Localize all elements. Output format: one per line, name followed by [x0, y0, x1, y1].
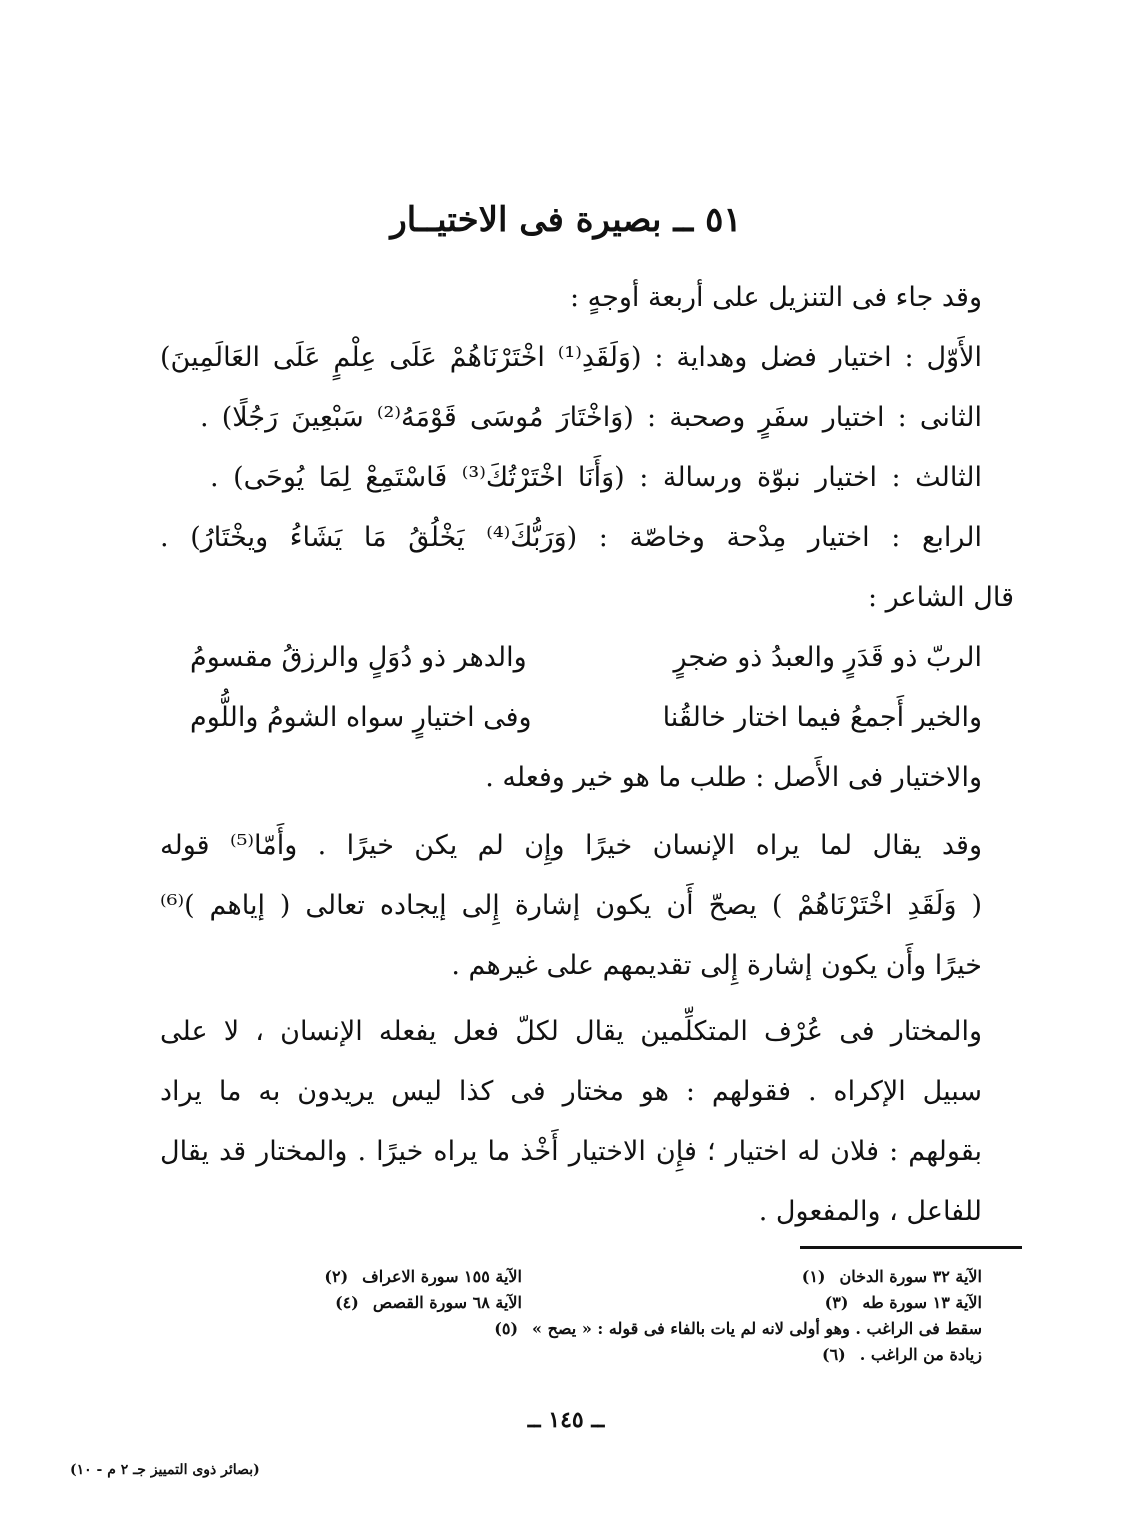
footnote-number: (٢) — [324, 1267, 349, 1286]
intro-line: وقد جاء فى التنزيل على أربعة أوجهٍ : — [569, 282, 982, 313]
paragraph1-line2: ( وَلَقَدِ اخْتَرْنَاهُمْ ) يصحّ أَن يكون إشارة إِلى إيجاده تعالى ( إياهم )⁽⁶⁾ — [160, 890, 982, 921]
meaning-fourth: الرابع : اختيار مِدْحة وخاصّة : (وَرَبُّكَ⁽⁴⁾ يَخْلُقُ مَا يَشَاءُ ويخْتَارُ) . — [160, 522, 982, 553]
footnote-number: (٤) — [335, 1293, 359, 1312]
paragraph1-line3: خيرًا وأَن يكون إشارة إِلى تقديمهم على غيرهم . — [451, 950, 982, 981]
meaning-second: الثانى : اختيار سفَرٍ وصحبة : (وَاخْتَارَ مُوسَى قَوْمَهُ⁽²⁾ سَبْعِينَ رَجُلًا) . — [200, 402, 982, 433]
footnote-number: (٥) — [494, 1319, 519, 1338]
paragraph2-line4: للفاعل ، والمفعول . — [758, 1196, 982, 1227]
footnote-text: الآية ٣٢ سورة الدخان — [839, 1267, 982, 1286]
paragraph2-line2: سبيل الإكراه . فقولهم : هو مختار فى كذا ليس يريدون به ما يراد — [160, 1076, 982, 1107]
verse1-second-hemistich: والدهر ذو دُوَلٍ والرزقُ مقسومُ — [190, 642, 527, 673]
footnote-text: الآية ١٥٥ سورة الاعراف — [362, 1267, 522, 1286]
footnote-2 — [324, 1266, 522, 1288]
footnote-text: الآية ٦٨ سورة القصص — [372, 1293, 522, 1312]
footnote-number: (١) — [801, 1267, 826, 1286]
verse2-second-hemistich: وفى اختيارٍ سواه الشومُ واللُّوم — [190, 702, 532, 733]
footnote-row-3 — [250, 1318, 982, 1340]
footnote-3 — [825, 1292, 982, 1314]
verse2-first-hemistich: والخير أَجمعُ فيما اختار خالقُنا — [662, 702, 982, 733]
footnote-text: زيادة من الراغب . — [859, 1345, 982, 1364]
verse1-first-hemistich: الربّ ذو قَدَرٍ والعبدُ ذو ضجرٍ — [673, 642, 982, 673]
verse-line-1 — [190, 638, 982, 678]
poet-intro: قال الشاعر : — [867, 582, 1014, 613]
footnote-text: سقط فى الراغب . وهو أولى لانه لم يات بالفاء فى قوله : « يصح » — [532, 1319, 982, 1338]
printer-signature: (بصائر ذوى التمييز جـ ٢ م - ١٠) — [70, 1462, 260, 1478]
paragraph2-line3: بقولهم : فلان له اختيار ؛ فإِن الاختيار أَخْذ ما يراه خيرًا . والمختار قد يقال — [160, 1136, 982, 1167]
paragraph2-line1: والمختار فى عُرْف المتكلِّمين يقال لكلّ فعل يفعله الإنسان ، لا على — [160, 1016, 982, 1047]
footnote-4 — [335, 1292, 522, 1314]
footnote-row-1 — [250, 1266, 982, 1288]
origin-definition: والاختيار فى الأَصل : طلب ما هو خير وفعله . — [485, 762, 982, 793]
footnote-number: (٣) — [824, 1293, 849, 1312]
page-number: ــ ١٤٥ ــ — [527, 1407, 605, 1433]
footnote-5 — [494, 1318, 982, 1340]
verse-line-2 — [190, 698, 982, 738]
footnote-text: الآية ١٣ سورة طه — [862, 1293, 982, 1312]
paragraph1-line1: وقد يقال لما يراه الإنسان خيرًا وإِن لم يكن خيرًا . وأَمّا⁽⁵⁾ قوله — [160, 830, 982, 861]
footnote-row-2 — [250, 1292, 982, 1314]
chapter-title: ٥١ ــ بصيرة فى الاختيــار — [390, 200, 742, 240]
meaning-first: الأَوّل : اختيار فضل وهداية : (وَلَقَدِ⁽¹⁾ اخْتَرْنَاهُمْ عَلَى عِلْمٍ عَلَى العَالَمِينَ) — [160, 342, 982, 373]
footnote-1 — [802, 1266, 982, 1288]
footnote-number: (٦) — [821, 1345, 846, 1364]
footnote-row-4 — [250, 1344, 982, 1366]
footnote-6 — [822, 1344, 982, 1366]
meaning-third: الثالث : اختيار نبوّة ورسالة : (وَأَنَا اخْتَرْتُكَ⁽³⁾ فَاسْتَمِعْ لِمَا يُوحَى) . — [210, 462, 982, 493]
footnote-divider — [800, 1246, 1022, 1249]
